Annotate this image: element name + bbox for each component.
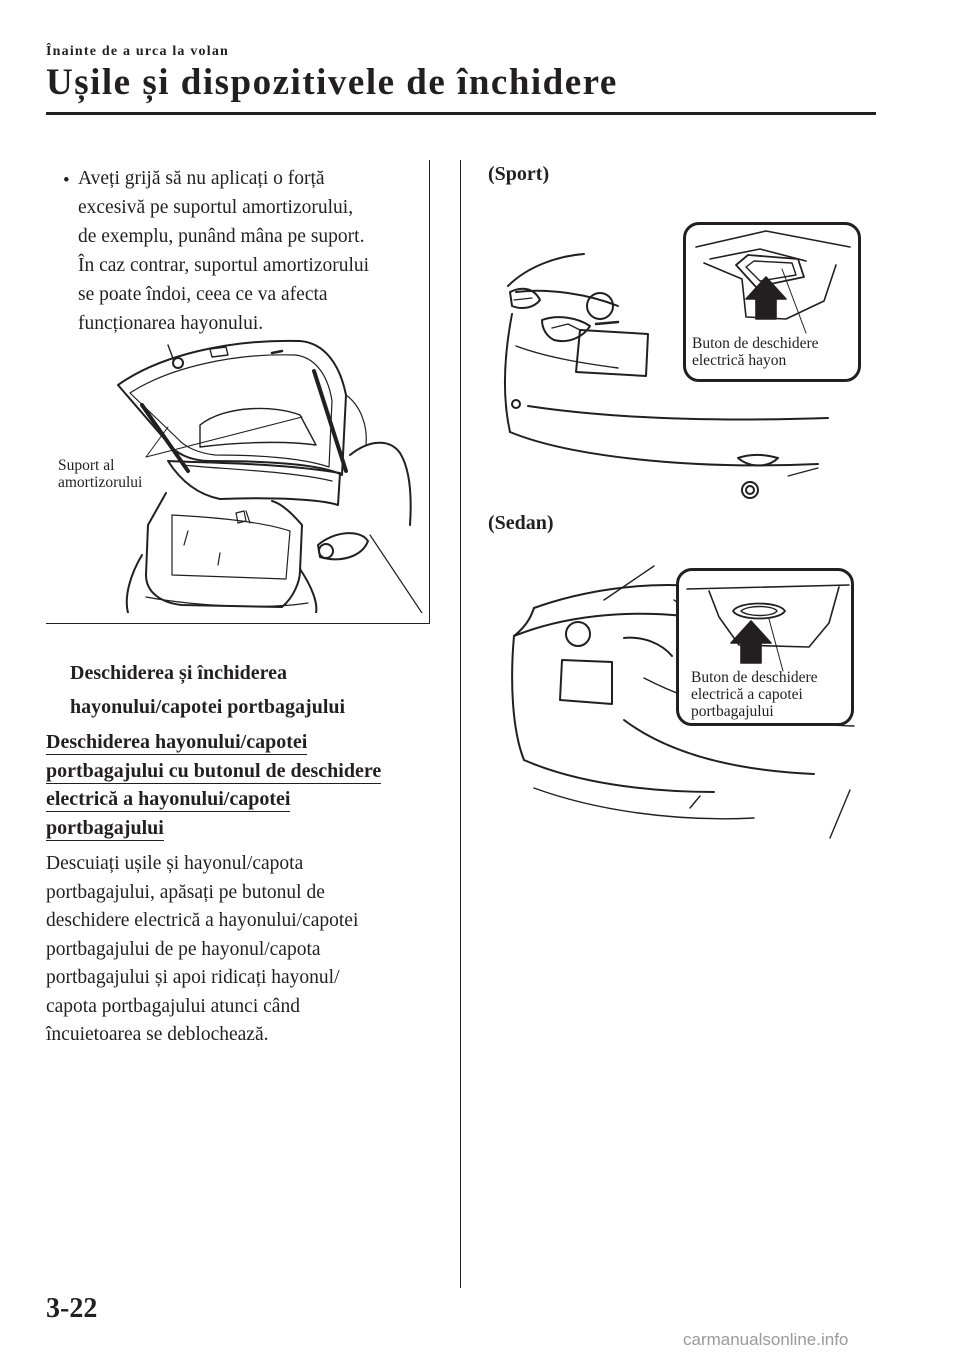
heading-line: Deschiderea și închiderea bbox=[70, 662, 288, 684]
caution-line: funcționarea hayonului. bbox=[78, 313, 264, 334]
sport-callout-label bbox=[692, 335, 819, 369]
header-rule bbox=[46, 112, 876, 115]
figure-label-line: Suport al bbox=[58, 457, 115, 474]
chapter-title: Ușile și dispozitivele de închidere bbox=[46, 62, 618, 103]
watermark: carmanualsonline.info bbox=[683, 1330, 849, 1349]
damper-stay-label bbox=[58, 457, 142, 491]
body-line: portbagajului, apăsați pe butonul de bbox=[46, 881, 325, 903]
body-line: capota portbagajului atunci când bbox=[46, 995, 300, 1017]
caution-line: În caz contrar, suportul amortizorului bbox=[78, 255, 370, 276]
subsection-heading bbox=[70, 656, 345, 724]
section-title: Înainte de a urca la volan bbox=[46, 44, 230, 59]
body-line: deschidere electrică a hayonului/capotei bbox=[46, 910, 359, 931]
body-line: încuietoarea se deblochează. bbox=[46, 1024, 269, 1045]
callout-line: Buton de deschidere bbox=[691, 669, 818, 686]
callout-line: electrică a capotei bbox=[691, 686, 803, 703]
figure-label-line: amortizorului bbox=[58, 474, 143, 491]
heading-line: portbagajului bbox=[46, 816, 164, 839]
caution-line: excesivă pe suportul amortizorului, bbox=[78, 197, 354, 218]
heading-line: electrică a hayonului/capotei bbox=[46, 788, 291, 810]
sedan-label: (Sedan) bbox=[488, 512, 554, 534]
heading-line: portbagajului cu butonul de deschidere bbox=[46, 759, 382, 782]
caution-text bbox=[78, 164, 428, 338]
bullet-icon: • bbox=[63, 170, 70, 191]
body-line: portbagajului de pe hayonul/capota bbox=[46, 938, 321, 960]
sport-label: (Sport) bbox=[488, 163, 550, 185]
callout-line: electrică hayon bbox=[692, 352, 787, 369]
caution-line: Aveți grijă să nu aplicați o forță bbox=[78, 168, 325, 189]
body-line: Descuiați ușile și hayonul/capota bbox=[46, 853, 304, 874]
subsubsection-heading bbox=[46, 728, 381, 842]
body-paragraph bbox=[46, 850, 358, 1050]
caution-line: se poate îndoi, ceea ce va afecta bbox=[78, 284, 328, 305]
sedan-button-closeup bbox=[676, 568, 854, 726]
page-number: 3-22 bbox=[46, 1293, 98, 1324]
heading-line: hayonului/capotei portbagajului bbox=[70, 696, 346, 718]
sedan-callout-label bbox=[691, 669, 818, 720]
column-divider bbox=[460, 160, 461, 1288]
caution-line: de exemplu, punând mâna pe suport. bbox=[78, 226, 365, 247]
sport-button-closeup bbox=[683, 222, 861, 382]
callout-line: Buton de deschidere bbox=[692, 335, 819, 352]
body-line: portbagajului și apoi ridicați hayonul/ bbox=[46, 967, 340, 988]
heading-line: Deschiderea hayonului/capotei bbox=[46, 731, 308, 753]
callout-line: portbagajului bbox=[691, 703, 774, 720]
